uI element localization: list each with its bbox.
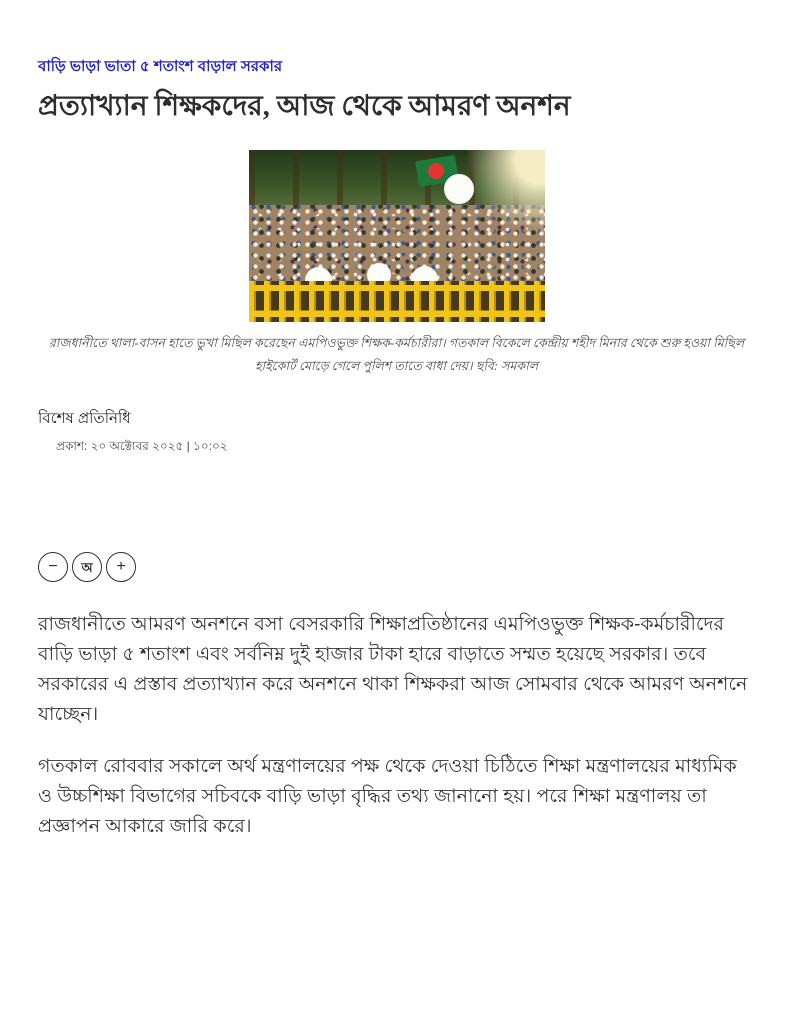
author-name: বিশেষ প্রতিনিধি (38, 410, 131, 428)
font-increase-button[interactable] (106, 552, 136, 582)
article-paragraph: গতকাল রোববার সকালে অর্থ মন্ত্রণালয়ের পক্ষ থেকে দেওয়া চিঠিতে শিক্ষা মন্ত্রণালয়ের মাধ্যমিক ও উচ্চশিক্ষা বিভাগের সচিবকে বাড়ি ভাড়া বৃদ্ধির তথ্য জানানো হয়। পরে শিক্ষা মন্ত্রণালয় তা প্রজ্ঞাপন আকারে জারি করে। (38, 756, 737, 838)
plate-icon (444, 174, 474, 204)
article-paragraph: রাজধানীতে আমরণ অনশনে বসা বেসরকারি শিক্ষাপ্রতিষ্ঠানের এমপিওভুক্ত শিক্ষক-কর্মচারীদের বাড়ি ভাড়া ৫ শতাংশ এবং সর্বনিম্ন দুই হাজার টাকা হারে বাড়াতে সম্মত হয়েছে সরকার। তবে সরকারের এ প্রস্তাব প্রত্যাখ্যান করে অনশনে থাকা শিক্ষকরা আজ সোমবার থেকে আমরণ অনশনে যাচ্ছেন। (38, 614, 748, 726)
category-link[interactable]: বাড়ি ভাড়া ভাতা ৫ শতাংশ বাড়াল সরকার (38, 58, 283, 75)
barricade-fence (249, 281, 545, 322)
photo-caption: রাজধানীতে থালা-বাসন হাতে ভুখা মিছিল করেছেন এমপিওভুক্ত শিক্ষক-কর্মচারীরা। গতকাল বিকেলে কেন্দ্রীয় শহীদ মিনার থেকে শুরু হওয়া মিছিল হাইকোর্ট মোড়ে গেলে পুলিশ তাতে বাধা দেয়। ছবি: সমকাল (48, 335, 745, 373)
publish-timestamp: প্রকাশ: ২০ অক্টোবর ২০২৫ | ১০:০২ (56, 439, 228, 454)
byline (38, 410, 755, 458)
font-decrease-button[interactable] (38, 552, 68, 582)
trees-band (249, 150, 545, 205)
plus-icon: + (116, 558, 126, 576)
article-headline: প্রত্যাখ্যান শিক্ষকদের, আজ থেকে আমরণ অনশন (38, 91, 571, 122)
article-body (38, 610, 755, 842)
bengali-letter-icon: অ (81, 559, 93, 575)
article-photo (249, 150, 545, 322)
font-size-controls (38, 552, 755, 582)
article-figure (38, 150, 755, 378)
minus-icon: − (48, 558, 58, 576)
font-reset-button[interactable] (72, 552, 102, 582)
